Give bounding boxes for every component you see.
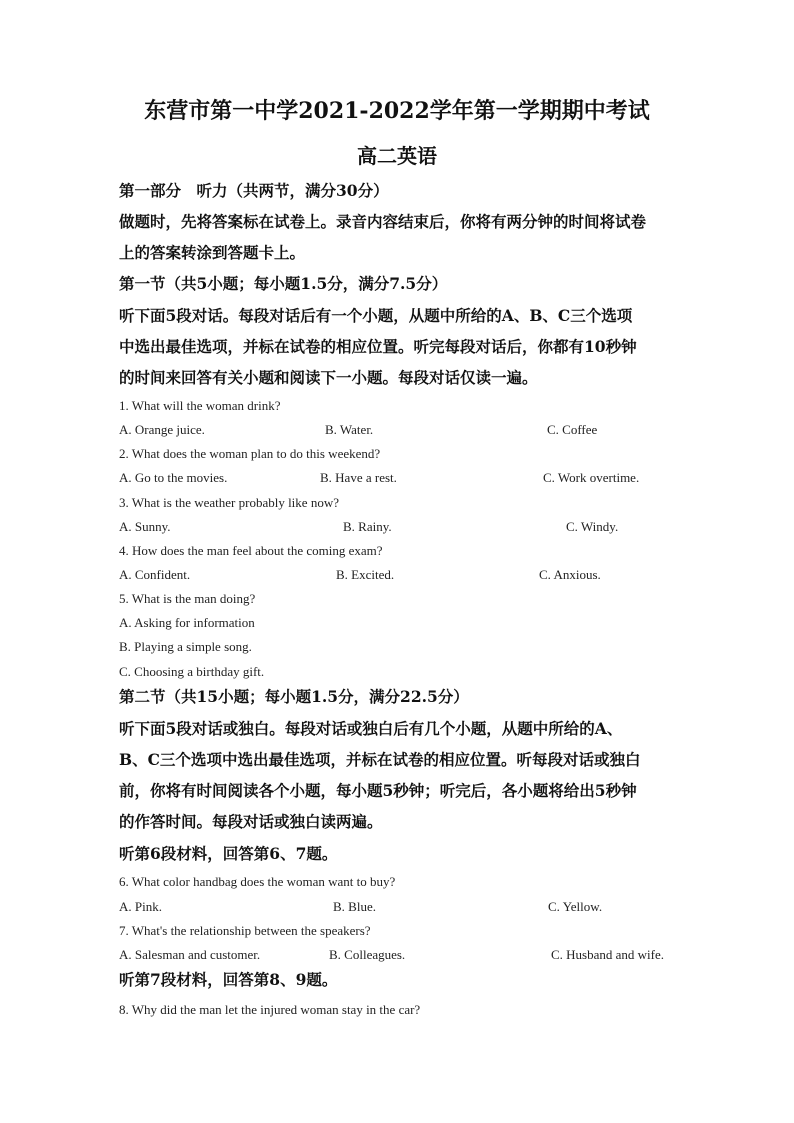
question-8: 8. Why did the man let the injured woman stay in the car? [119,1002,421,1017]
question-6-option-a: A. Pink. [119,899,162,914]
question-5: 5. What is the man doing? [119,591,256,606]
question-2-option-c: C. Work overtime. [543,470,640,485]
question-3-option-b: B. Rainy. [343,519,392,534]
question-1-option-c: C. Coffee [547,422,598,437]
question-3-option-a: A. Sunny. [119,519,171,534]
section2-instruction-line: 听下面5段对话或独白。每段对话或独白后有几个小题，从题中所给的A、 [119,719,623,738]
part1-heading: 第一部分 听力（共两节，满分30分） [119,181,389,200]
question-2-option-a: A. Go to the movies. [119,470,228,485]
question-4-option-b: B. Excited. [336,567,395,582]
question-5-option-c: C. Choosing a birthday gift. [119,664,265,679]
exam-subject: 高二英语 [357,144,437,168]
question-4-option-c: C. Anxious. [539,567,601,582]
question-3-option-c: C. Windy. [566,519,619,534]
question-1-option-b: B. Water. [325,422,374,437]
question-7-option-a: A. Salesman and customer. [119,947,261,962]
question-4-option-a: A. Confident. [119,567,191,582]
section1-instruction-line: 的时间来回答有关小题和阅读下一小题。每段对话仅读一遍。 [119,368,538,387]
question-1-option-a: A. Orange juice. [119,422,205,437]
question-5-option-b: B. Playing a simple song. [119,639,252,654]
question-6-option-b: B. Blue. [333,899,376,914]
question-1: 1. What will the woman drink? [119,398,281,413]
part1-intro-line: 上的答案转涂到答题卡上。 [119,243,306,262]
section1-heading: 第一节（共5小题；每小题1.5分，满分7.5分） [119,274,448,293]
question-7-option-c: C. Husband and wife. [551,947,665,962]
section1-instruction-line: 中选出最佳选项，并标在试卷的相应位置。听完每段对话后，你都有10秒钟 [119,337,637,356]
section2-instruction-line: 前，你将有时间阅读各个小题，每小题5秒钟；听完后，各小题将给出5秒钟 [119,781,637,800]
question-7-option-b: B. Colleagues. [329,947,406,962]
section1-instruction-line: 听下面5段对话。每段对话后有一个小题，从题中所给的A、B、C三个选项 [119,306,633,325]
question-2: 2. What does the woman plan to do this weekend? [119,446,381,461]
question-2-option-b: B. Have a rest. [320,470,397,485]
section2-instruction-line: B、C三个选项中选出最佳选项，并标在试卷的相应位置。听每段对话或独白 [119,750,641,769]
material-7-heading: 听第7段材料，回答第8、9题。 [119,970,338,989]
question-5-option-a: A. Asking for information [119,615,255,630]
section2-instruction-line: 的作答时间。每段对话或独白读两遍。 [119,812,383,831]
question-6-option-c: C. Yellow. [548,899,603,914]
section2-heading: 第二节（共15小题；每小题1.5分，满分22.5分） [119,687,469,706]
question-6: 6. What color handbag does the woman want to buy? [119,874,396,889]
exam-title: 东营市第一中学2021-2022学年第一学期期中考试 [144,98,650,124]
question-3: 3. What is the weather probably like now? [119,495,339,510]
question-7: 7. What's the relationship between the speakers? [119,923,371,938]
material-6-heading: 听第6段材料，回答第6、7题。 [119,844,338,863]
part1-intro-line: 做题时，先将答案标在试卷上。录音内容结束后，你将有两分钟的时间将试卷 [119,212,647,231]
question-4: 4. How does the man feel about the coming exam? [119,543,383,558]
